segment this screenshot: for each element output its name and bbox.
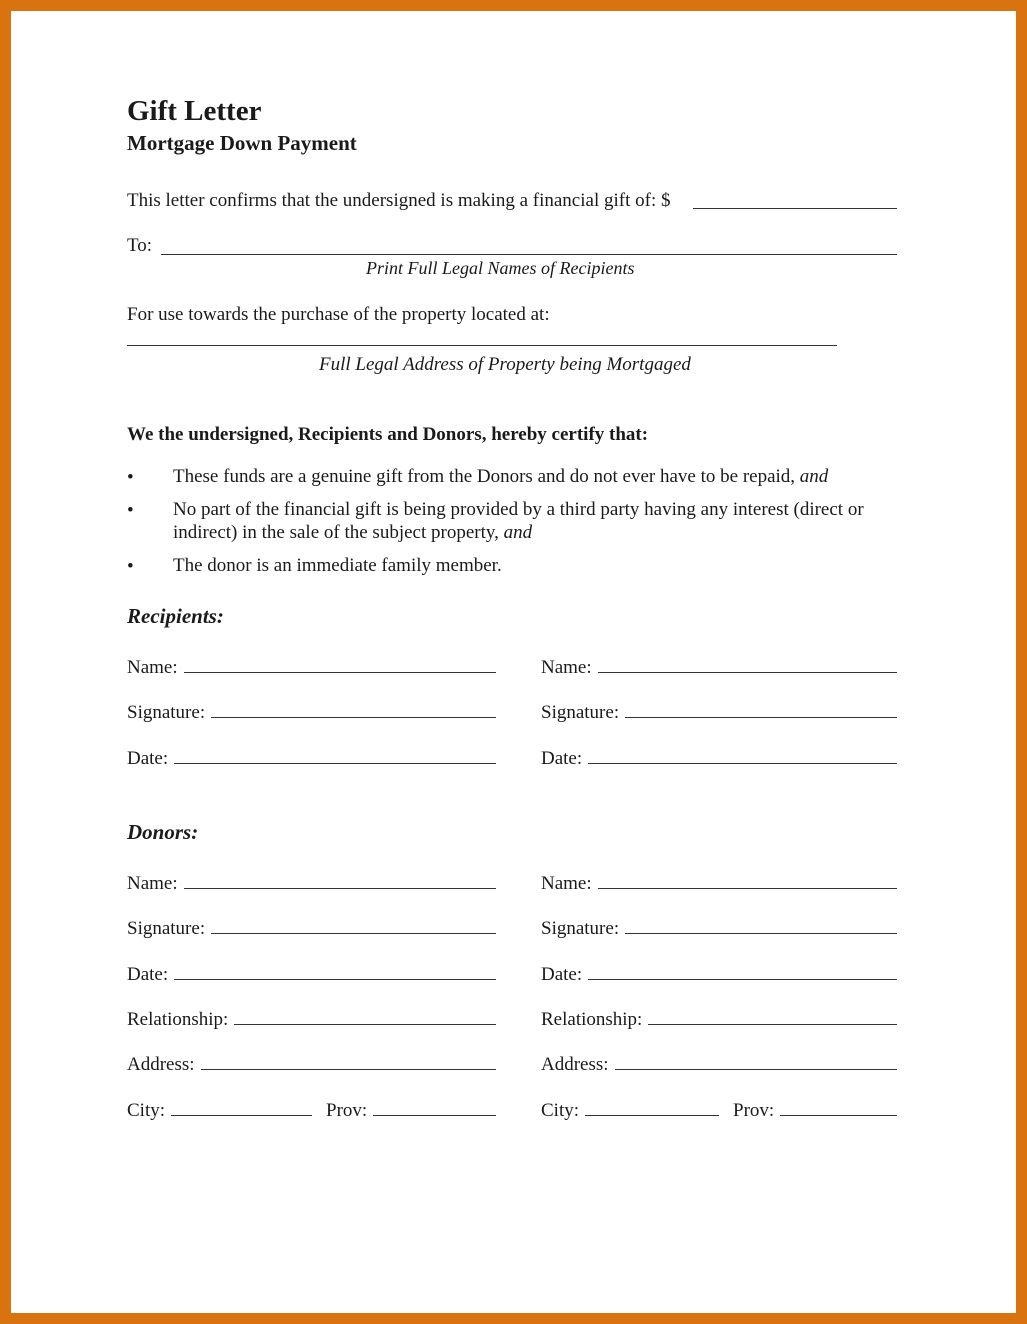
recipient-2-signature[interactable]: Signature: — [541, 699, 897, 724]
recipients-caption: Print Full Legal Names of Recipients — [366, 258, 635, 278]
recipients-heading: Recipients: — [127, 604, 224, 628]
bullet-icon: • — [127, 500, 134, 521]
document-page — [11, 11, 1016, 1313]
donors-heading: Donors: — [127, 820, 199, 844]
donor-1-name[interactable]: Name: — [127, 870, 496, 895]
donor-2-prov[interactable]: Prov: — [733, 1097, 897, 1122]
bullet-item: These funds are a genuine gift from the Donors and do not ever have to be repaid, and — [173, 466, 829, 487]
donor-2-date[interactable]: Date: — [541, 961, 897, 986]
donor-2-relationship[interactable]: Relationship: — [541, 1006, 897, 1031]
donor-2-city[interactable]: City: — [541, 1097, 719, 1122]
donor-1-city[interactable]: City: — [127, 1097, 312, 1122]
bullet-icon: • — [127, 467, 134, 488]
document-subtitle: Mortgage Down Payment — [127, 131, 357, 155]
property-address-field[interactable] — [127, 345, 837, 346]
donor-2-address[interactable]: Address: — [541, 1051, 897, 1076]
donor-1-signature[interactable]: Signature: — [127, 915, 496, 940]
donor-1-relationship[interactable]: Relationship: — [127, 1006, 496, 1031]
bullet-item-continued: indirect) in the sale of the subject property, and — [173, 522, 533, 543]
gift-amount-field[interactable] — [693, 208, 897, 209]
property-text: For use towards the purchase of the property located at: — [127, 304, 550, 325]
donor-1-address[interactable]: Address: — [127, 1051, 496, 1076]
recipients-names-field[interactable] — [161, 254, 897, 255]
document-title: Gift Letter — [127, 95, 262, 127]
recipient-2-name[interactable]: Name: — [541, 654, 897, 679]
recipient-1-date[interactable]: Date: — [127, 745, 496, 770]
address-caption: Full Legal Address of Property being Mortgaged — [319, 354, 691, 375]
bullet-icon: • — [127, 556, 134, 577]
bullet-item: The donor is an immediate family member. — [173, 555, 502, 576]
to-label: To: — [127, 235, 153, 256]
recipient-1-name[interactable]: Name: — [127, 654, 496, 679]
donor-2-signature[interactable]: Signature: — [541, 915, 897, 940]
certify-heading: We the undersigned, Recipients and Donors, hereby certify that: — [127, 424, 649, 445]
donor-1-prov[interactable]: Prov: — [326, 1097, 496, 1122]
donor-2-name[interactable]: Name: — [541, 870, 897, 895]
gift-amount-text: This letter confirms that the undersigned is making a financial gift of: $ — [127, 190, 671, 211]
donor-1-date[interactable]: Date: — [127, 961, 496, 986]
bullet-item: No part of the financial gift is being provided by a third party having any interest (direct or — [173, 499, 864, 520]
recipient-2-date[interactable]: Date: — [541, 745, 897, 770]
recipient-1-signature[interactable]: Signature: — [127, 699, 496, 724]
